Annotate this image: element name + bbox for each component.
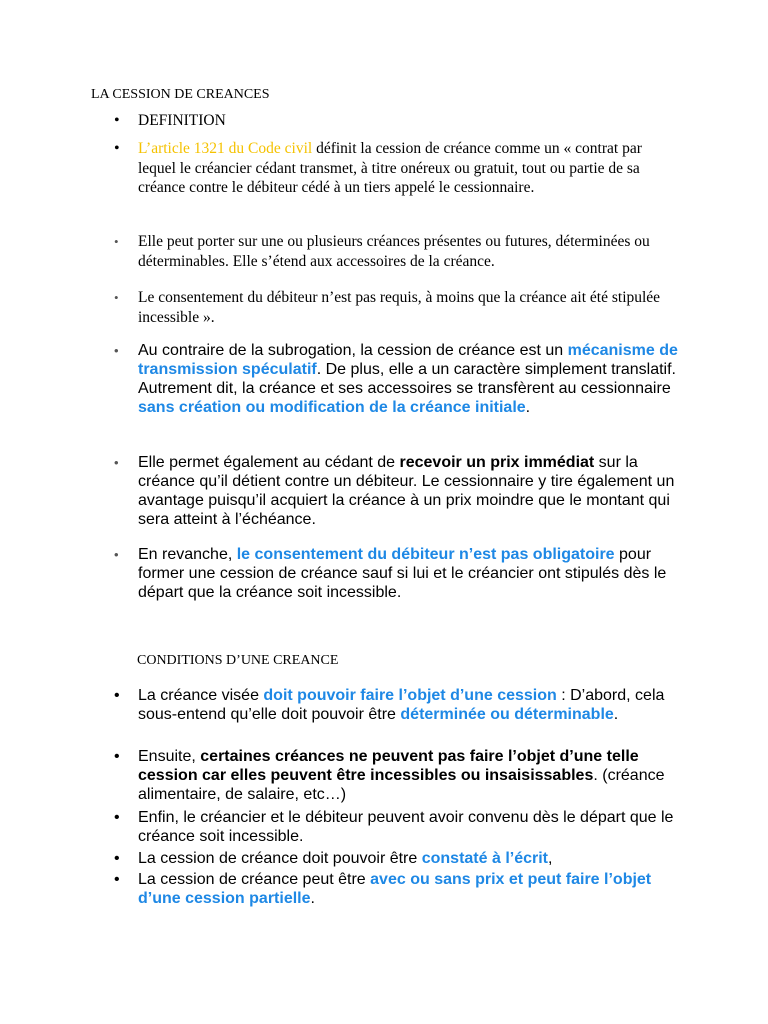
- item-text: .: [310, 890, 315, 907]
- item-text: Ensuite,: [138, 748, 201, 765]
- item-text: La cession de créance doit pouvoir être: [138, 850, 422, 867]
- bullet-icon: •: [114, 547, 119, 562]
- bullet-icon: •: [114, 290, 119, 305]
- item-text: Au contraire de la subrogation, la cession de créance est un: [138, 342, 568, 359]
- list-item: [114, 870, 683, 908]
- bullet-icon: •: [114, 748, 120, 765]
- emphasis-text: mécanisme de transmission spéculatif: [138, 342, 678, 378]
- bullet-icon: •: [114, 112, 120, 129]
- item-text: définit la cession de créance comme un « contrat par lequel le créancier cédant transmet, à titre onéreux ou gratuit, tout ou partie de sa créance contre le débiteur cédé à un tiers appelé le cessionnaire.: [138, 140, 642, 196]
- bullet-icon: •: [114, 687, 120, 704]
- list-item: [114, 341, 683, 417]
- bullet-icon: •: [114, 455, 119, 470]
- list-item-definition-heading: [114, 111, 683, 131]
- emphasis-text: le consentement du débiteur n’est pas obligatoire: [236, 546, 615, 563]
- emphasis-text: sans création ou modification de la créance initiale: [138, 399, 526, 416]
- list-item: [114, 453, 683, 529]
- section-heading-definition: DEFINITION: [138, 112, 226, 129]
- article-reference-highlight: L’article 1321 du Code civil: [138, 140, 313, 157]
- item-text: . De plus, elle a un caractère simplement translatif. Autrement dit, la créance et ses accessoires se transfèrent au cessionnaire: [138, 361, 676, 397]
- item-text: pour former une cession de créance sauf si lui et le créancier ont stipulés dès le départ que la créance soit incessible.: [138, 546, 667, 601]
- item-text: En revanche,: [138, 546, 237, 563]
- list-item: [114, 139, 683, 198]
- bullet-icon: •: [114, 343, 119, 358]
- list-item: [114, 849, 683, 868]
- list-item: [114, 686, 683, 724]
- emphasis-text: constaté à l’écrit: [421, 850, 549, 867]
- emphasis-text: avec ou sans prix et peut faire l’objet d’une cession partielle: [138, 871, 652, 907]
- section-heading-conditions: CONDITIONS D’UNE CREANCE: [137, 653, 339, 668]
- item-text: Elle permet également au cédant de: [138, 454, 400, 471]
- item-text: sur la créance qu’il détient contre un débiteur. Le cessionnaire y tire également un avantage puisqu’il acquiert la créance à un prix moindre que le montant qui sera atteint à l’échéance.: [138, 454, 675, 528]
- bullet-icon: •: [114, 850, 120, 867]
- emphasis-text: déterminée ou déterminable: [400, 706, 614, 723]
- item-text: Le consentement du débiteur n’est pas requis, à moins que la créance ait été stipulée incessible ».: [138, 289, 661, 326]
- item-text: La cession de créance peut être: [138, 871, 371, 888]
- item-text: La créance visée: [138, 687, 264, 704]
- list-item: [114, 747, 683, 804]
- list-item: [114, 288, 683, 327]
- item-text: : D’abord, cela sous-entend qu’elle doit pouvoir être: [138, 687, 665, 723]
- item-text: Enfin, le créancier et le débiteur peuvent avoir convenu dès le départ que le créance soit incessible.: [138, 809, 674, 845]
- list-item: [114, 232, 683, 271]
- bullet-icon: •: [114, 140, 120, 157]
- list-item: [114, 808, 683, 846]
- document-title: LA CESSION DE CREANCES: [91, 87, 270, 102]
- item-text: ,: [548, 850, 553, 867]
- item-text: . (créance alimentaire, de salaire, etc…): [138, 767, 665, 803]
- list-item: [114, 545, 683, 602]
- item-text: .: [525, 399, 531, 416]
- bullet-icon: •: [114, 809, 120, 826]
- item-text: .: [613, 706, 619, 723]
- bold-text: certaines créances ne peuvent pas faire l’objet d’une telle cession car elles peuvent être incessibles ou insaisissables: [138, 748, 639, 784]
- bold-text: recevoir un prix immédiat: [399, 454, 595, 471]
- emphasis-text: doit pouvoir faire l’objet d’une cession: [263, 687, 557, 704]
- bullet-icon: •: [114, 234, 119, 249]
- item-text: Elle peut porter sur une ou plusieurs créances présentes ou futures, déterminées ou déterminables. Elle s’étend aux accessoires de la créance.: [138, 233, 650, 270]
- bullet-icon: •: [114, 871, 120, 888]
